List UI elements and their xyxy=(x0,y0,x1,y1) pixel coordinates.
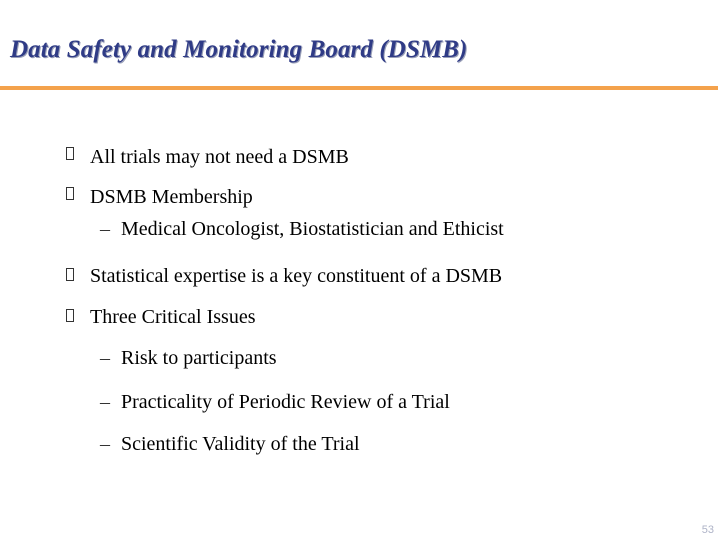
dash-icon: – xyxy=(100,433,110,455)
page-number: 53 xyxy=(701,524,714,536)
sub-bullet-item: Medical Oncologist, Biostatistician and Ethicist xyxy=(121,218,504,240)
dash-icon: – xyxy=(100,218,110,240)
hollow-square-bullet-icon xyxy=(66,187,74,200)
hollow-square-bullet-icon xyxy=(66,268,74,281)
bullet-item: All trials may not need a DSMB xyxy=(90,146,349,168)
slide-title: Data Safety and Monitoring Board (DSMB) xyxy=(10,36,468,63)
bullet-item: Statistical expertise is a key constituent of a DSMB xyxy=(90,265,503,287)
bullet-item: Three Critical Issues xyxy=(90,306,256,328)
sub-bullet-item: Risk to participants xyxy=(121,347,277,369)
sub-bullet-item: Practicality of Periodic Review of a Trial xyxy=(121,391,450,413)
dash-icon: – xyxy=(100,391,110,413)
hollow-square-bullet-icon xyxy=(66,147,74,160)
sub-bullet-item: Scientific Validity of the Trial xyxy=(121,433,360,455)
bullet-item: DSMB Membership xyxy=(90,186,253,208)
dash-icon: – xyxy=(100,347,110,369)
hollow-square-bullet-icon xyxy=(66,309,74,322)
